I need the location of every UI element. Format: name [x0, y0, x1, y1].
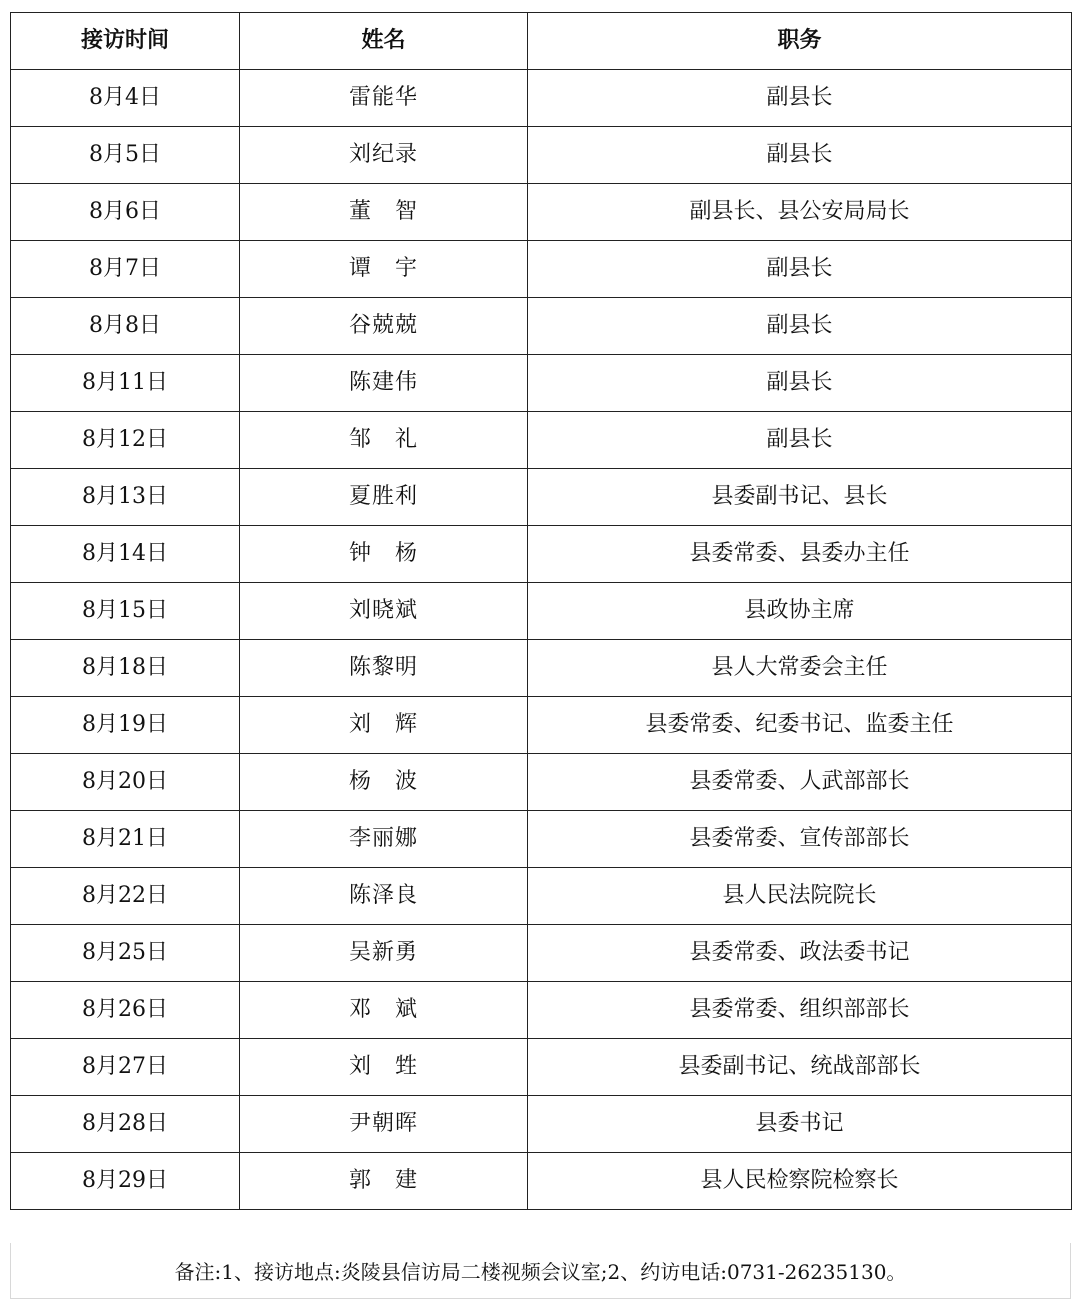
official-position-cell: 县委副书记、统战部部长	[528, 1039, 1072, 1096]
table-row	[11, 127, 1072, 184]
official-position-cell: 县人民法院院长	[528, 868, 1072, 925]
official-name-cell: 夏胜利	[240, 469, 528, 526]
official-name-cell: 董 智	[240, 184, 528, 241]
table-row	[11, 298, 1072, 355]
table-row	[11, 697, 1072, 754]
official-position-cell: 副县长	[528, 355, 1072, 412]
official-name-cell: 刘 辉	[240, 697, 528, 754]
table-row	[11, 412, 1072, 469]
header-reception-time: 接访时间	[11, 13, 240, 70]
table-row	[11, 1153, 1072, 1210]
table-row	[11, 811, 1072, 868]
official-name-cell: 谭 宇	[240, 241, 528, 298]
official-name-cell: 雷能华	[240, 70, 528, 127]
footer-note: 备注:1、接访地点:炎陵县信访局二楼视频会议室;2、约访电话:0731-26235130。	[10, 1243, 1071, 1299]
reception-date-cell: 8月8日	[11, 298, 240, 355]
reception-date-cell: 8月28日	[11, 1096, 240, 1153]
official-name-cell: 陈建伟	[240, 355, 528, 412]
reception-date-cell: 8月27日	[11, 1039, 240, 1096]
reception-date-cell: 8月26日	[11, 982, 240, 1039]
official-position-cell: 县委常委、纪委书记、监委主任	[528, 697, 1072, 754]
reception-date-cell: 8月12日	[11, 412, 240, 469]
official-name-cell: 陈黎明	[240, 640, 528, 697]
header-name: 姓名	[240, 13, 528, 70]
official-position-cell: 副县长、县公安局局长	[528, 184, 1072, 241]
official-position-cell: 县人民检察院检察长	[528, 1153, 1072, 1210]
table-row	[11, 355, 1072, 412]
header-position: 职务	[528, 13, 1072, 70]
official-name-cell: 刘 甡	[240, 1039, 528, 1096]
official-position-cell: 副县长	[528, 298, 1072, 355]
table-row	[11, 184, 1072, 241]
official-name-cell: 吴新勇	[240, 925, 528, 982]
table-row	[11, 583, 1072, 640]
official-position-cell: 县政协主席	[528, 583, 1072, 640]
table-row	[11, 469, 1072, 526]
official-position-cell: 县委副书记、县长	[528, 469, 1072, 526]
table-row	[11, 868, 1072, 925]
official-name-cell: 李丽娜	[240, 811, 528, 868]
reception-date-cell: 8月11日	[11, 355, 240, 412]
official-position-cell: 县委常委、组织部部长	[528, 982, 1072, 1039]
official-position-cell: 县委常委、宣传部部长	[528, 811, 1072, 868]
official-position-cell: 县人大常委会主任	[528, 640, 1072, 697]
official-name-cell: 刘纪录	[240, 127, 528, 184]
official-name-cell: 钟 杨	[240, 526, 528, 583]
table-body	[11, 70, 1072, 1210]
table-row	[11, 925, 1072, 982]
table-row	[11, 1096, 1072, 1153]
official-position-cell: 副县长	[528, 70, 1072, 127]
reception-date-cell: 8月20日	[11, 754, 240, 811]
reception-date-cell: 8月18日	[11, 640, 240, 697]
reception-date-cell: 8月6日	[11, 184, 240, 241]
official-position-cell: 副县长	[528, 127, 1072, 184]
reception-schedule-table	[10, 12, 1072, 1210]
official-position-cell: 县委常委、人武部部长	[528, 754, 1072, 811]
official-position-cell: 县委书记	[528, 1096, 1072, 1153]
official-name-cell: 刘晓斌	[240, 583, 528, 640]
official-name-cell: 杨 波	[240, 754, 528, 811]
table-row	[11, 1039, 1072, 1096]
table-row	[11, 241, 1072, 298]
official-name-cell: 谷兢兢	[240, 298, 528, 355]
table-row	[11, 640, 1072, 697]
reception-date-cell: 8月5日	[11, 127, 240, 184]
reception-date-cell: 8月21日	[11, 811, 240, 868]
official-name-cell: 郭 建	[240, 1153, 528, 1210]
official-name-cell: 邓 斌	[240, 982, 528, 1039]
official-name-cell: 陈泽良	[240, 868, 528, 925]
reception-date-cell: 8月22日	[11, 868, 240, 925]
reception-date-cell: 8月19日	[11, 697, 240, 754]
table-row	[11, 982, 1072, 1039]
official-position-cell: 副县长	[528, 412, 1072, 469]
reception-date-cell: 8月29日	[11, 1153, 240, 1210]
header-row	[11, 13, 1072, 70]
table-header	[11, 13, 1072, 70]
reception-date-cell: 8月15日	[11, 583, 240, 640]
reception-date-cell: 8月14日	[11, 526, 240, 583]
official-name-cell: 尹朝晖	[240, 1096, 528, 1153]
reception-date-cell: 8月7日	[11, 241, 240, 298]
official-position-cell: 县委常委、政法委书记	[528, 925, 1072, 982]
official-position-cell: 县委常委、县委办主任	[528, 526, 1072, 583]
reception-date-cell: 8月13日	[11, 469, 240, 526]
table-row	[11, 754, 1072, 811]
reception-date-cell: 8月4日	[11, 70, 240, 127]
table-row	[11, 70, 1072, 127]
official-position-cell: 副县长	[528, 241, 1072, 298]
official-name-cell: 邹 礼	[240, 412, 528, 469]
reception-date-cell: 8月25日	[11, 925, 240, 982]
table-row	[11, 526, 1072, 583]
